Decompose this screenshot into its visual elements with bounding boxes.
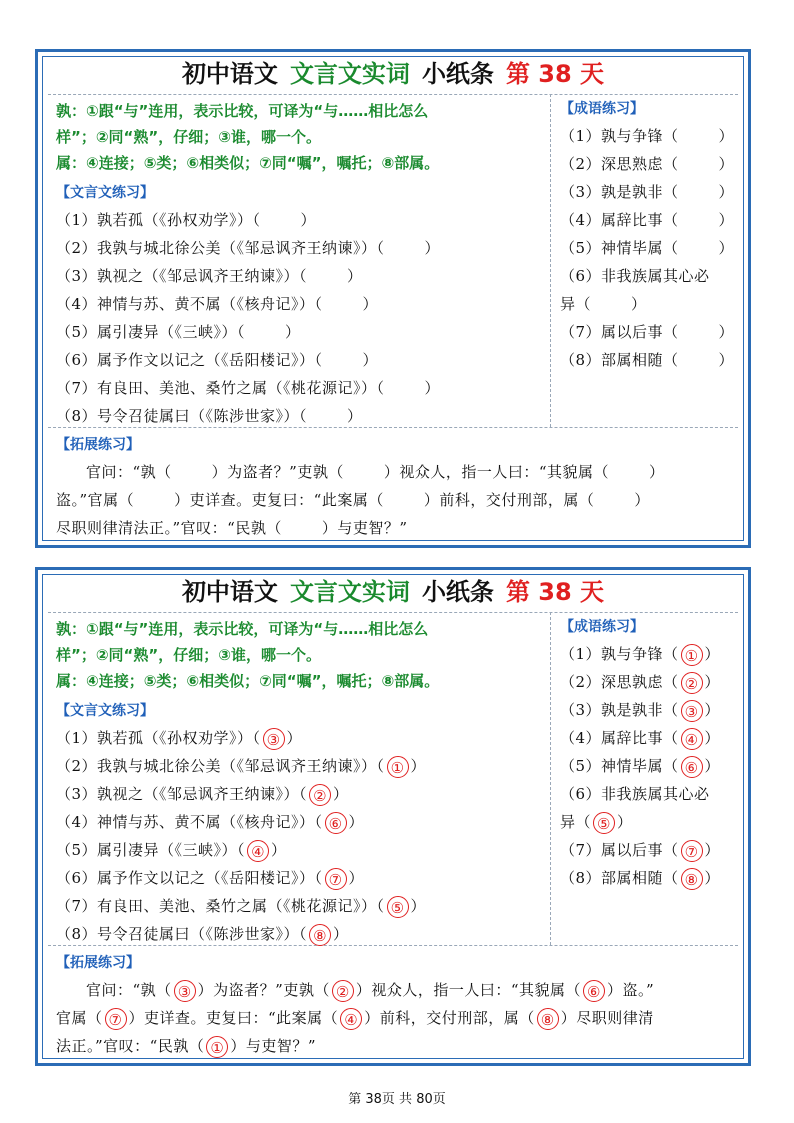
title-subject: 初中语文 (181, 60, 278, 88)
answer-badge: ③ (174, 980, 196, 1002)
definition-line: 样”；②同“熟”，仔细；③谁，哪一个。 (56, 646, 321, 664)
title-kind: 小纸条 (421, 60, 494, 88)
answer-badge: ② (681, 672, 703, 694)
answer-badge: ⑥ (583, 980, 605, 1002)
idiom-answer-item: （2）深思孰虑（ ② ） (560, 673, 721, 693)
idiom-item: （4）属辞比事（ ） (560, 211, 735, 229)
answer-badge: ⑥ (325, 812, 347, 834)
answer-badge: ④ (681, 728, 703, 750)
answer-badge: ⑥ (681, 756, 703, 778)
classical-answer-item: （8）号令召徒属曰（《陈涉世家》）（ ⑧ ） (56, 925, 349, 945)
classical-item: （7）有良田、美池、桑竹之属（《桃花源记》）（ ） (56, 379, 441, 397)
answer-badge: ⑧ (537, 1008, 559, 1030)
classical-answer-item: （5）属引凄异（《三峡》）（ ④ ） (56, 841, 287, 861)
divider (550, 612, 551, 945)
classical-item: （5）属引凄异（《三峡》）（ ） (56, 323, 301, 341)
definition-line: 属：④连接；⑤类；⑥相类似；⑦同“嘱”，嘱托；⑧部属。 (56, 154, 440, 172)
answer-badge: ① (206, 1036, 228, 1058)
classical-item: （6）属予作文以记之（《岳阳楼记》）（ ） (56, 351, 379, 369)
idiom-item: （1）孰与争锋（ ） (560, 127, 735, 145)
classical-item: （4）神情与苏、黄不属（《核舟记》）（ ） (56, 295, 379, 313)
extend-paragraph: 官问：“孰（ ）为盗者？”吏孰（ ）视众人，指一人曰：“其貌属（ ） 盗。”官属（ ）吏详查。吏复曰：“此案属（ ）前科，交付刑部，属（ ） 尽职则律清法正。”官叹：“民孰（ ）与吏智？” (56, 463, 665, 537)
idiom-answer-item: （1）孰与争锋（ ① ） (560, 645, 721, 665)
idiom-answer-item: （3）孰是孰非（ ③ ） (560, 701, 721, 721)
divider (550, 94, 551, 427)
classical-heading: 【文言文练习】 (56, 185, 154, 201)
idiom-heading: 【成语练习】 (560, 101, 644, 117)
title-topic: 文言文实词 (289, 578, 410, 606)
card-title (38, 574, 748, 610)
title-topic: 文言文实词 (289, 60, 410, 88)
answer-badge: ⑦ (325, 868, 347, 890)
answer-badge: ④ (247, 840, 269, 862)
title-day: 第 38 天 (505, 578, 605, 606)
answer-badge: ⑧ (309, 924, 331, 946)
idiom-answer-item: （4）属辞比事（ ④ ） (560, 729, 721, 749)
extend-heading: 【拓展练习】 (56, 955, 140, 971)
answer-badge: ⑧ (681, 868, 703, 890)
classical-item: （8）号令召徒属曰（《陈涉世家》）（ ） (56, 407, 363, 425)
divider (48, 94, 738, 95)
classical-item: （3）孰视之（《邹忌讽齐王纳谏》）（ ） (56, 267, 363, 285)
extend-answer-paragraph: 官问：“孰（ ③ ）为盗者？”吏孰（ ② ）视众人，指一人曰：“其貌属（ ⑥ ）盗。” 官属（ ⑦ ）吏详查。吏复曰：“此案属（ ④ ）前科，交付刑部，属（ ⑧ ）尽职则律清 法正。”官叹：“民孰（ ① ）与吏智？” (56, 981, 655, 1057)
answer-card (35, 567, 751, 1066)
definition-line: 孰：①跟“与”连用，表示比较，可译为“与……相比怎么 (56, 102, 429, 120)
idiom-answer-item: （8）部属相随（ ⑧ ） (560, 869, 721, 889)
idiom-heading: 【成语练习】 (560, 619, 644, 635)
idiom-answer-item: （5）神情毕属（ ⑥ ） (560, 757, 721, 777)
title-day: 第 38 天 (505, 60, 605, 88)
idiom-item: （8）部属相随（ ） (560, 351, 735, 369)
answer-badge: ③ (681, 700, 703, 722)
question-card (35, 49, 751, 548)
classical-item: （2）我孰与城北徐公美（《邹忌讽齐王纳谏》）（ ） (56, 239, 441, 257)
title-kind: 小纸条 (421, 578, 494, 606)
classical-answer-item: （2）我孰与城北徐公美（《邹忌讽齐王纳谏》）（ ① ） (56, 757, 427, 777)
extend-heading: 【拓展练习】 (56, 437, 140, 453)
definition-line: 孰：①跟“与”连用，表示比较，可译为“与……相比怎么 (56, 620, 429, 638)
answer-badge: ⑤ (593, 812, 615, 834)
definition-line: 属：④连接；⑤类；⑥相类似；⑦同“嘱”，嘱托；⑧部属。 (56, 672, 440, 690)
idiom-item: （3）孰是孰非（ ） (560, 183, 735, 201)
idiom-item: （6）非我族属其心必 (560, 267, 710, 285)
classical-answer-item: （7）有良田、美池、桑竹之属（《桃花源记》）（ ⑤ ） (56, 897, 427, 917)
answer-badge: ③ (263, 728, 285, 750)
card-title (38, 56, 748, 92)
classical-answer-item: （4）神情与苏、黄不属（《核舟记》）（ ⑥ ） (56, 813, 365, 833)
classical-heading: 【文言文练习】 (56, 703, 154, 719)
idiom-item: （5）神情毕属（ ） (560, 239, 735, 257)
classical-item: （1）孰若孤（《孙权劝学》）（ ） (56, 211, 317, 229)
idiom-item: 异（ ） (560, 295, 647, 313)
idiom-item: （2）深思熟虑（ ） (560, 155, 735, 173)
answer-badge: ① (681, 644, 703, 666)
idiom-answer-item: 异（ ⑤ ） (560, 813, 633, 833)
classical-answer-item: （1）孰若孤（《孙权劝学》）（ ③ ） (56, 729, 303, 749)
definition-line: 样”；②同“熟”，仔细；③谁，哪一个。 (56, 128, 321, 146)
title-subject: 初中语文 (181, 578, 278, 606)
answer-badge: ⑦ (105, 1008, 127, 1030)
answer-badge: ① (387, 756, 409, 778)
answer-badge: ④ (340, 1008, 362, 1030)
classical-answer-item: （3）孰视之（《邹忌讽齐王纳谏》）（ ② ） (56, 785, 349, 805)
answer-badge: ⑦ (681, 840, 703, 862)
idiom-answer-item: （7）属以后事（ ⑦ ） (560, 841, 721, 861)
answer-badge: ② (309, 784, 331, 806)
divider (48, 612, 738, 613)
page-footer: 第 38页 共 80页 (348, 1092, 446, 1107)
classical-answer-item: （6）属予作文以记之（《岳阳楼记》）（ ⑦ ） (56, 869, 365, 889)
answer-badge: ⑤ (387, 896, 409, 918)
answer-badge: ② (332, 980, 354, 1002)
idiom-answer-item: （6）非我族属其心必 (560, 785, 710, 803)
idiom-item: （7）属以后事（ ） (560, 323, 735, 341)
